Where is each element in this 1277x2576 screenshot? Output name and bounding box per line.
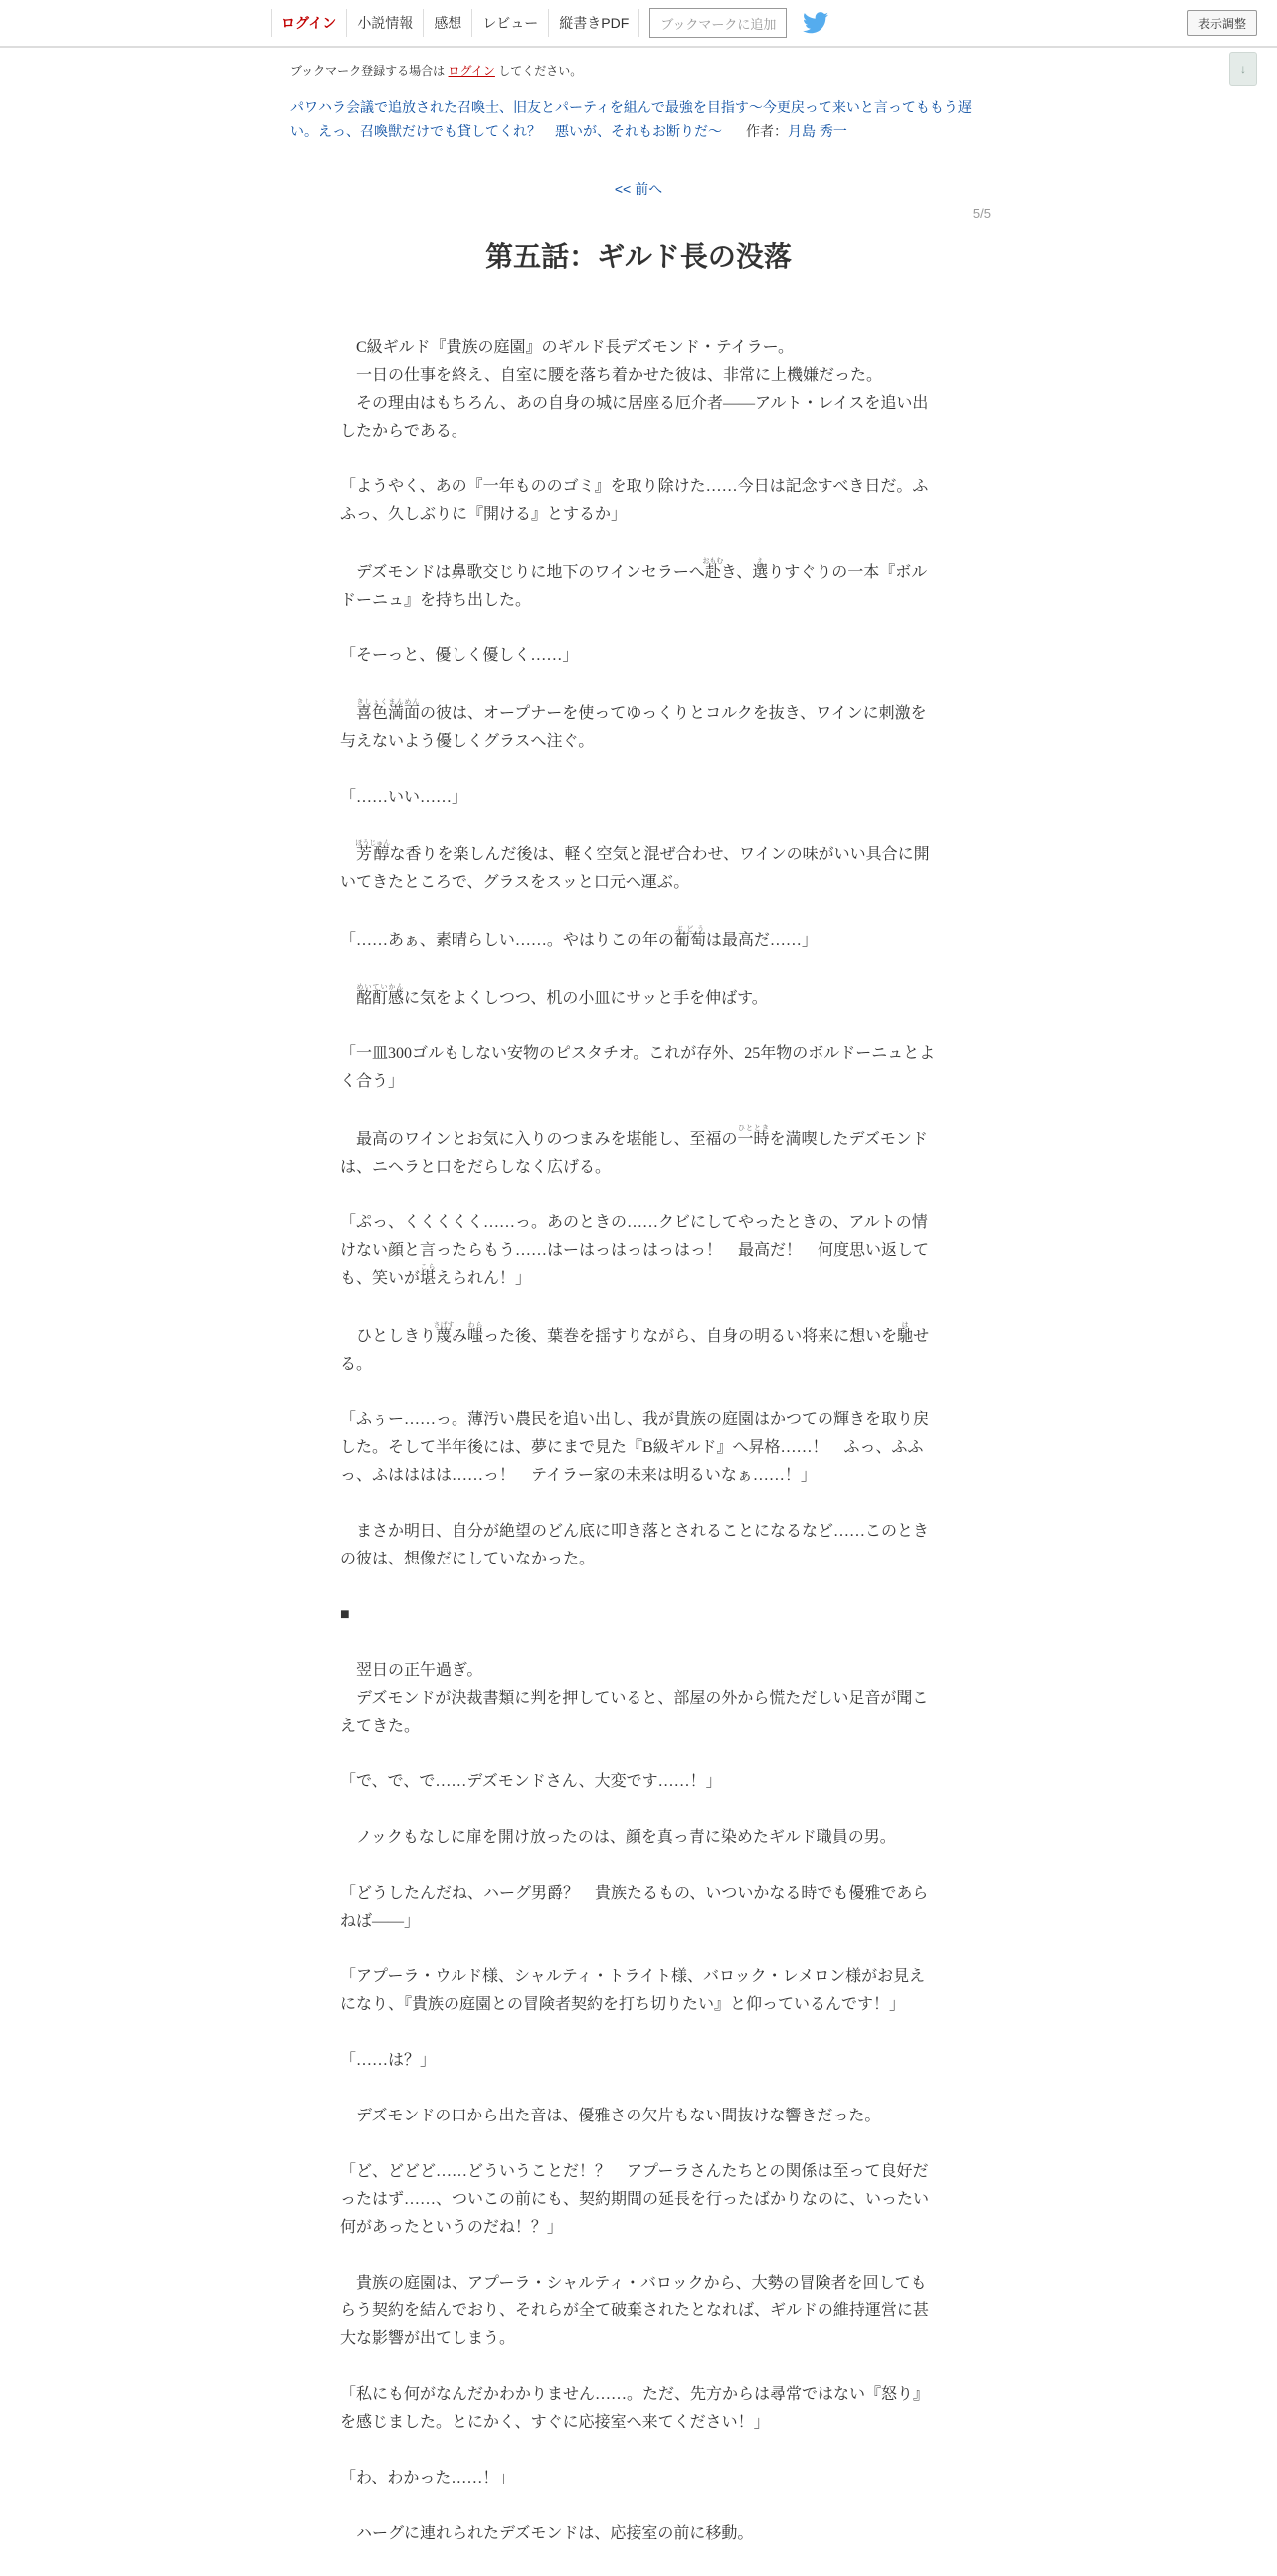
vertical-pdf-link[interactable]: 縦書きPDF bbox=[548, 9, 639, 37]
paragraph: 「ふぅー……っ。薄汚い農民を追い出し、我が貴族の庭園はかつての輝きを取り戻した。そして半年後には、夢にまで見た『B級ギルド』へ昇格……！ ふっ、ふふっ、ふはははは……っ！ テイラー家の未来は明るいなぁ……！」 bbox=[340, 1411, 930, 1484]
ruby-text: 堪こら bbox=[420, 1263, 437, 1287]
ruby-text: 選え bbox=[752, 557, 769, 581]
ruby-text: 喜色満面きしょくまんめん bbox=[356, 698, 421, 722]
paragraph: まさか明日、自分が絶望のどん底に叩き落とされることになるなど……このときの彼は、想像だにしていなかった。 bbox=[340, 1523, 930, 1567]
paragraph: 「どうしたんだね、ハーグ男爵？ 貴族たるもの、いついかなる時でも優雅であらねば――」 bbox=[340, 1885, 929, 1930]
author-label: 作者： bbox=[746, 123, 788, 139]
paragraph: 「わ、わかった……！」 bbox=[340, 2470, 515, 2486]
review-link[interactable]: レビュー bbox=[471, 9, 548, 37]
add-bookmark-button[interactable]: ブックマークに追加 bbox=[649, 8, 787, 38]
novel-title-link[interactable]: パワハラ会議で追放された召喚士、旧友とパーティを組んで最強を目指す～今更戻って来いと言ってももう遅い。えっ、召喚獣だけでも貸してくれ？ 悪いが、それもお断りだ～ bbox=[290, 99, 972, 139]
display-settings-button[interactable]: 表示調整 bbox=[1187, 10, 1257, 36]
novel-body bbox=[340, 334, 937, 2576]
paragraph: 「アプーラ・ウルド様、シャルティ・トライト様、バロック・レメロン様がお見えになり、『貴族の庭園との冒険者契約を打ち切りたい』と仰っているんです！」 bbox=[340, 1968, 926, 2013]
paragraph: 「そーっと、優しく優しく……」 bbox=[340, 647, 579, 664]
header-nav bbox=[271, 0, 828, 46]
ruby-text: 一時ひととき bbox=[737, 1124, 770, 1148]
login-link[interactable]: ログイン bbox=[271, 9, 346, 37]
site-header bbox=[0, 0, 1277, 48]
bookmark-login-link[interactable]: ログイン bbox=[448, 64, 495, 78]
paragraph: 酩酊感めいていかんに気をよくしつつ、机の小皿にサッと手を伸ばす。 bbox=[356, 983, 768, 1007]
paragraph: 「で、で、で……デズモンドさん、大変です……！」 bbox=[340, 1773, 722, 1790]
chapter-title: 第五話：ギルド長の没落 bbox=[485, 241, 792, 272]
page-number: 5/5 bbox=[972, 206, 991, 221]
ruby-text: 赴おもむ bbox=[702, 557, 724, 581]
ruby-text: 嗤わら bbox=[467, 1321, 484, 1345]
ruby-text: 酩酊感めいていかん bbox=[356, 983, 405, 1007]
author-link[interactable]: 月島 秀一 bbox=[788, 123, 847, 139]
bookmark-note-after: してください。 bbox=[498, 64, 583, 78]
paragraph: デズモンドの口から出た音は、優雅さの欠片もない間抜けな響きだった。 bbox=[340, 2108, 881, 2124]
paragraph: 「ど、どどど……どういうことだ！？ アプーラさんたちとの関係は至って良好だったはず……、ついこの前にも、契約期間の延長を行ったばかりなのに、いったい何があったというのだね！？」 bbox=[340, 2163, 930, 2236]
paragraph: 「……いい……」 bbox=[340, 789, 468, 806]
paragraph: ノックもなしに扉を開け放ったのは、顔を真っ青に染めたギルド職員の男。 bbox=[340, 1829, 896, 1846]
ruby-text: 葡萄ぶどう bbox=[673, 925, 706, 949]
paragraph: 翌日の正午過ぎ。 デズモンドが決裁書類に判を押していると、部屋の外から慌ただしい足音が聞こえてきた。 bbox=[340, 1662, 929, 1735]
prev-page-link[interactable]: << 前へ bbox=[614, 181, 663, 197]
ruby-text: 芳醇ほうじゅん bbox=[355, 839, 391, 863]
novel-title-line bbox=[290, 95, 987, 143]
novel-info-link[interactable]: 小説情報 bbox=[346, 9, 423, 37]
paragraph: 「私にも何がなんだかわかりません……。ただ、先方からは尋常ではない『怒り』を感じました。とにかく、すぐに応接室へ来てください！」 bbox=[340, 2386, 930, 2431]
ruby-text: 蔑さげす bbox=[433, 1321, 455, 1345]
pager bbox=[0, 179, 1277, 199]
ruby-text: 馳は bbox=[897, 1321, 914, 1345]
scroll-down-icon[interactable]: ↓ bbox=[1229, 52, 1257, 86]
paragraph: 芳醇ほうじゅんな香りを楽しんだ後は、軽く空気と混ぜ合わせ、ワインの味がいい具合に開いてきたところで、グラスをスッと口元へ運ぶ。 bbox=[340, 839, 930, 891]
paragraph: 「ようやく、あの『一年もののゴミ』を取り除けた……今日は記念すべき日だ。ふふっ、久しぶりに『開ける』とするか」 bbox=[340, 478, 929, 523]
paragraph: 「……あぁ、素晴らしい……。やはりこの年の葡萄ぶどうは最高だ……」 bbox=[340, 925, 818, 949]
twitter-bird-icon[interactable] bbox=[803, 12, 828, 34]
paragraph: ひとしきり蔑さげすみ嗤わらった後、葉巻を揺すりながら、自身の明るい将来に想いを馳はせる。 bbox=[340, 1321, 930, 1373]
paragraph: 貴族の庭園は、アプーラ・シャルティ・バロックから、大勢の冒険者を回してもらう契約を結んでおり、それらが全て破棄されたとなれば、ギルドの維持運営に甚大な影響が出てしまう。 bbox=[340, 2275, 929, 2347]
bookmark-note-before: ブックマーク登録する場合は bbox=[290, 64, 446, 78]
impressions-link[interactable]: 感想 bbox=[423, 9, 471, 37]
paragraph: 「一皿300ゴルもしない安物のピスタチオ。これが存外、25年物のボルドーニュとよく合う」 bbox=[340, 1045, 936, 1090]
scene-break: ■ bbox=[340, 1606, 350, 1623]
paragraph: C級ギルド『貴族の庭園』のギルド長デズモンド・テイラー。 一日の仕事を終え、自室に腰を落ち着かせた彼は、非常に上機嫌だった。 その理由はもちろん、あの自身の城に居座る厄介者――アルト・レイスを追い出したからである。 bbox=[340, 339, 929, 440]
bookmark-note bbox=[290, 62, 582, 79]
paragraph: デズモンドは鼻歌交じりに地下のワインセラーへ赴おもむき、選えりすぐりの一本『ボルドーニュ』を持ち出した。 bbox=[340, 557, 928, 609]
paragraph: ハーグに連れられたデズモンドは、応接室の前に移動。 bbox=[340, 2525, 754, 2542]
paragraph: 「……は？」 bbox=[340, 2052, 437, 2069]
paragraph: 最高のワインとお気に入りのつまみを堪能し、至福の一時ひとときを満喫したデズモンドは、ニヘラと口をだらしなく広げる。 bbox=[340, 1124, 928, 1176]
paragraph: 「ぷっ、くくくくく……っ。あのときの……クビにしてやったときの、アルトの情けない顔と言ったらもう……はーはっはっはっはっ！ 最高だ！ 何度思い返しても、笑いが堪こらえられん！」 bbox=[340, 1214, 930, 1287]
paragraph: 喜色満面きしょくまんめんの彼は、オープナーを使ってゆっくりとコルクを抜き、ワインに刺激を与えないよう優しくグラスへ注ぐ。 bbox=[340, 698, 927, 750]
